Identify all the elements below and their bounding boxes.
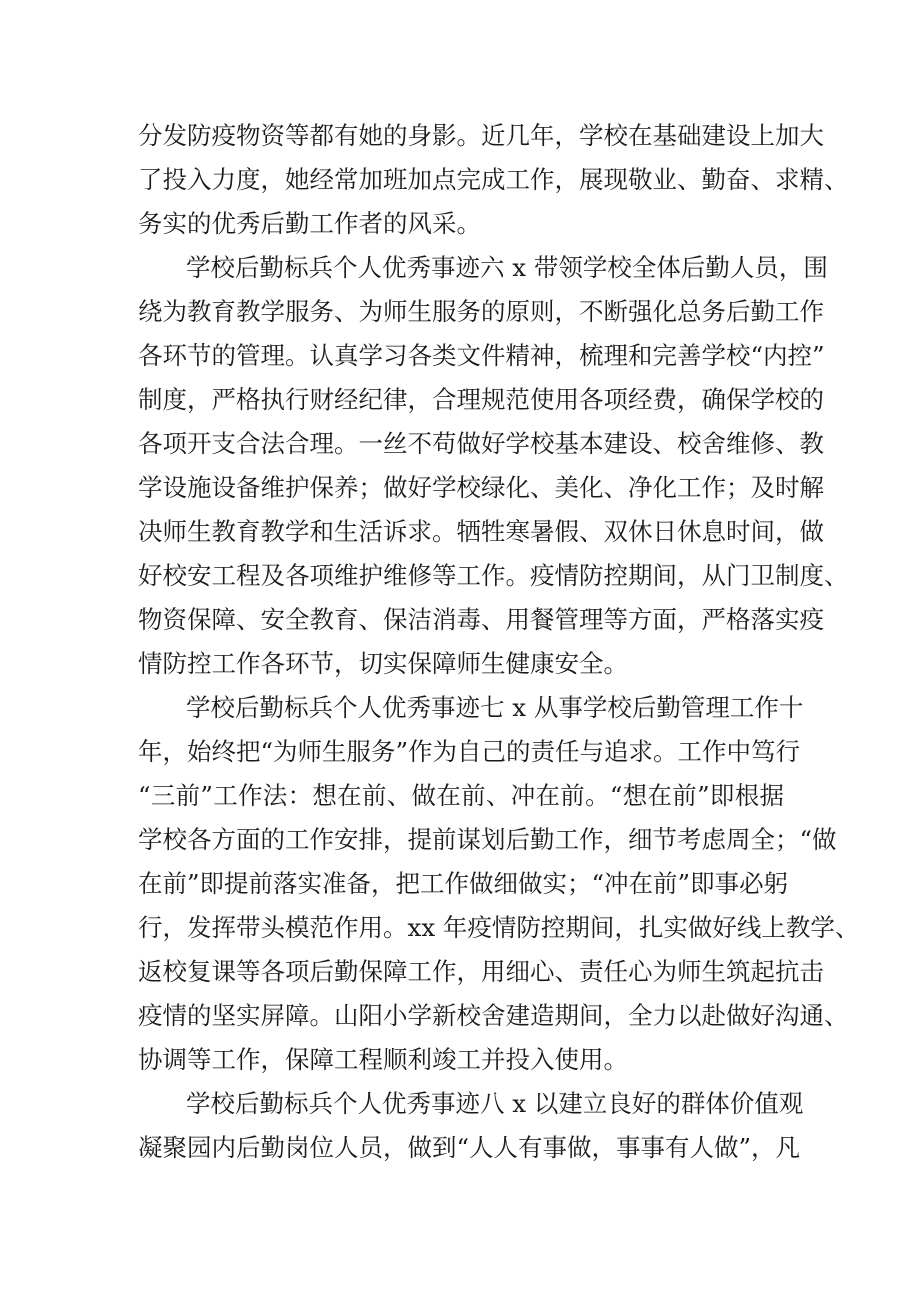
text-line: 疫情的坚实屏障。山阳小学新校舍建造期间，全力以赴做好沟通、 [138,1001,849,1030]
text-line: “三前”工作法：想在前、做在前、冲在前。“想在前”即根据 [138,781,784,810]
text-line: 绕为教育教学服务、为师生服务的原则，不断强化总务后勤工作 [138,297,824,326]
text-line: 务实的优秀后勤工作者的风采。 [138,209,481,238]
text-line: 凝聚园内后勤岗位人员，做到“人人有事做，事事有人做”，凡 [138,1133,801,1162]
text-line: 在前”即提前落实准备，把工作做细做实；“冲在前”即事必躬 [138,869,789,898]
text-line: 年，始终把“为师生服务”作为自己的责任与追求。工作中笃行 [138,737,801,766]
text-line: 情防控工作各环节，切实保障师生健康安全。 [138,649,628,678]
text-line: 分发防疫物资等都有她的身影。近几年，学校在基础建设上加大 [138,121,824,150]
text-line: 学校各方面的工作安排，提前谋划后勤工作，细节考虑周全；“做 [138,825,837,854]
text-line: 了投入力度，她经常加班加点完成工作，展现敬业、勤奋、求精、 [138,165,849,194]
text-line: 决师生教育教学和生活诉求。牺牲寒暑假、双休日休息时间，做 [138,517,824,546]
text-line: 制度，严格执行财经纪律，合理规范使用各项经费，确保学校的 [138,385,824,414]
text-line: 行，发挥带头模范作用。xx 年疫情防控期间，扎实做好线上教学、 [138,913,860,942]
text-line: 好校安工程及各项维护维修等工作。疫情防控期间，从门卫制度、 [138,561,849,590]
text-line: 各项开支合法合理。一丝不苟做好学校基本建设、校舍维修、教 [138,429,824,458]
text-line: 协调等工作，保障工程顺利竣工并投入使用。 [138,1045,628,1074]
paragraph-start-line: 学校后勤标兵个人优秀事迹七 x 从事学校后勤管理工作十 [186,693,804,722]
text-line: 物资保障、安全教育、保洁消毒、用餐管理等方面，严格落实疫 [138,605,824,634]
text-line: 各环节的管理。认真学习各类文件精神，梳理和完善学校“内控” [138,341,825,370]
paragraph-start-line: 学校后勤标兵个人优秀事迹六 x 带领学校全体后勤人员，围 [186,253,828,282]
text-line: 学设施设备维护保养；做好学校绿化、美化、净化工作；及时解 [138,473,824,502]
paragraph-start-line: 学校后勤标兵个人优秀事迹八 x 以建立良好的群体价值观 [186,1089,804,1118]
text-line: 返校复课等各项后勤保障工作，用细心、责任心为师生筑起抗击 [138,957,824,986]
